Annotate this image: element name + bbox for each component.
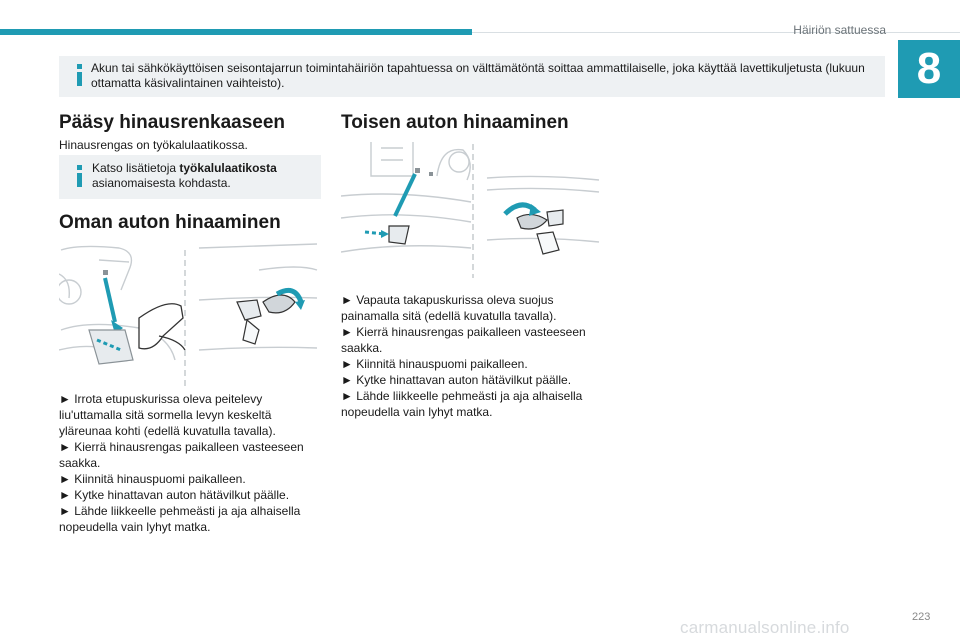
list-item: ► Kiinnitä hinauspuomi paikalleen. <box>59 472 246 486</box>
list-item: ► Kiinnitä hinauspuomi paikalleen. <box>341 357 528 371</box>
watermark: carmanualsonline.info <box>680 618 850 637</box>
toolbox-note-prefix: Katso lisätietoja <box>92 161 180 175</box>
toolbox-link: työkalulaatikosta <box>179 161 277 175</box>
own-towing-steps <box>59 391 321 535</box>
list-item: ► Kytke hinattavan auton hätävilkut päälle. <box>341 373 572 387</box>
heading-other-towing: Toisen auton hinaaminen <box>341 112 569 133</box>
parking-brake-note-text: Akun tai sähkökäyttöisen seisontajarrun toimintahäiriön tapahtuessa on välttämätöntä soittaa ammattilaiselle, joka käyttää lavettikuljetusta (lukuun ottamatta käsivalintainen vaihteisto). <box>91 61 865 90</box>
toolbox-note <box>59 155 321 199</box>
list-item: ► Vapauta takapuskurissa oleva suojus painamalla sitä (edellä kuvatulla tavalla). <box>341 293 557 323</box>
rear-towing-illustration <box>341 140 603 280</box>
chapter-title: Häiriön sattuessa <box>793 23 886 37</box>
list-item: ► Kytke hinattavan auton hätävilkut päälle. <box>59 488 290 502</box>
access-text: Hinausrengas on työkalulaatikossa. <box>59 138 248 152</box>
header-accent-bar <box>0 29 472 35</box>
parking-brake-note <box>59 56 885 97</box>
chapter-number-tab: 8 <box>898 40 960 98</box>
heading-access-towing-eye: Pääsy hinausrenkaaseen <box>59 112 286 133</box>
header-rule <box>472 32 960 33</box>
info-icon <box>73 165 87 187</box>
list-item: ► Kierrä hinausrengas paikalleen vasteeseen saakka. <box>59 440 304 470</box>
list-item: ► Lähde liikkeelle pehmeästi ja aja alhaisella nopeudella vain lyhyt matka. <box>341 389 583 419</box>
toolbox-note-suffix: asianomaisesta kohdasta. <box>92 176 231 190</box>
info-icon <box>73 64 87 86</box>
other-towing-steps <box>341 292 603 420</box>
heading-own-towing: Oman auton hinaaminen <box>59 212 281 233</box>
list-item: ► Lähde liikkeelle pehmeästi ja aja alhaisella nopeudella vain lyhyt matka. <box>59 504 301 534</box>
list-item: ► Irrota etupuskurissa oleva peitelevy liu'uttamalla sitä sormella levyn keskeltä yläreunaa kohti (edellä kuvatulla tavalla). <box>59 392 276 438</box>
page-number: 223 <box>912 611 931 623</box>
toolbox-note-text <box>92 161 314 191</box>
front-towing-illustration <box>59 240 321 390</box>
list-item: ► Kierrä hinausrengas paikalleen vasteeseen saakka. <box>341 325 586 355</box>
